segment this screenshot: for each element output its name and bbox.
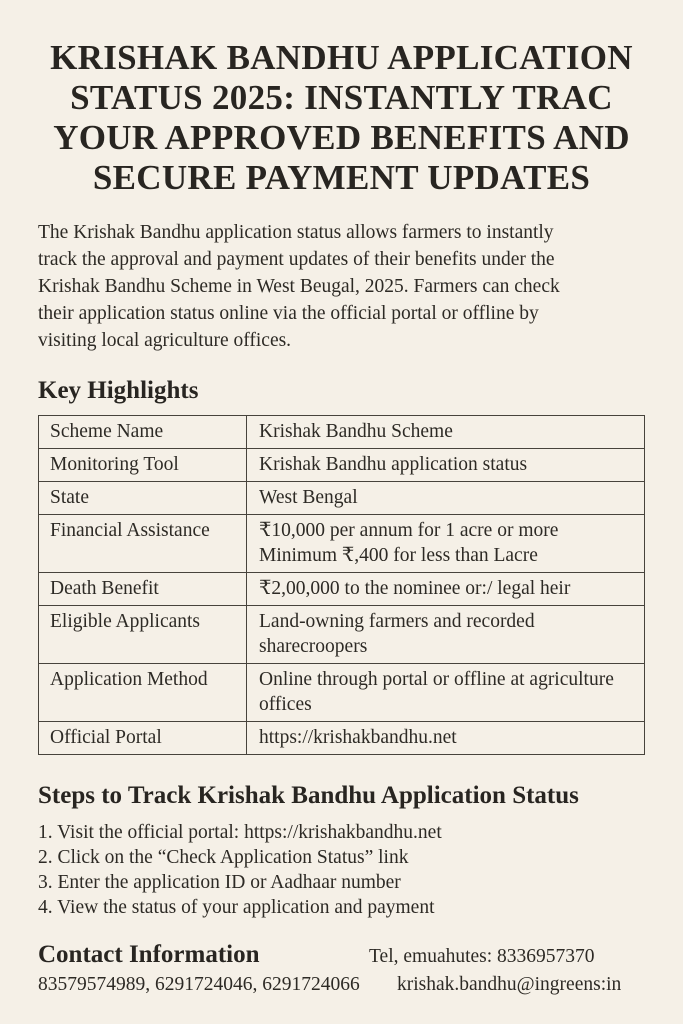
row-value bbox=[247, 515, 644, 572]
row-label: Financial Assistance bbox=[39, 515, 247, 572]
key-highlights-table bbox=[38, 415, 645, 755]
table-row-monitoring-tool bbox=[39, 448, 644, 481]
row-value-line: West Bengal bbox=[259, 487, 358, 508]
contact-phone-numbers: 83579574989, 6291724046, 6291724066 bbox=[38, 974, 360, 995]
contact-row bbox=[38, 939, 645, 971]
row-label: Eligible Applicants bbox=[39, 606, 247, 663]
row-value-line: sharecroopers bbox=[259, 636, 368, 657]
title-line: STATUS 2025: INSTANTLY TRAC bbox=[70, 78, 613, 117]
title-line: SECURE PAYMENT UPDATES bbox=[92, 158, 591, 197]
row-value bbox=[247, 573, 644, 605]
step-item-1: 1. Visit the official portal: https://krishakbandhu.net bbox=[38, 822, 442, 843]
table-row-eligible-applicants bbox=[39, 605, 644, 663]
intro-line: their application status online via the official portal or offline by bbox=[38, 303, 539, 324]
row-label: Death Benefit bbox=[39, 573, 247, 605]
table-row-official-portal bbox=[39, 721, 644, 754]
row-label: Application Method bbox=[39, 664, 247, 721]
row-value bbox=[247, 722, 644, 754]
intro-line: visiting local agriculture offices. bbox=[38, 330, 292, 351]
intro-line: The Krishak Bandhu application status allows farmers to instantly bbox=[38, 222, 554, 243]
intro-line: track the approval and payment updates of their benefits under the bbox=[38, 249, 555, 270]
table-row-scheme-name bbox=[39, 416, 644, 448]
row-label: State bbox=[39, 482, 247, 514]
row-value bbox=[247, 416, 644, 448]
title-line: YOUR APPROVED BENEFITS AND bbox=[53, 118, 630, 157]
intro-line: Krishak Bandhu Scheme in West Beugal, 2025. Farmers can check bbox=[38, 276, 560, 297]
row-value bbox=[247, 449, 644, 481]
intro-paragraph bbox=[38, 219, 645, 354]
steps-list bbox=[38, 820, 645, 920]
steps-heading: Steps to Track Krishak Bandhu Application Status bbox=[38, 782, 579, 809]
table-row-financial-assistance bbox=[39, 514, 644, 572]
row-value bbox=[247, 482, 644, 514]
table-row-state bbox=[39, 481, 644, 514]
row-value-line: Krishak Bandhu application status bbox=[259, 454, 528, 475]
step-item-2: 2. Click on the “Check Application Status” link bbox=[38, 847, 409, 868]
page-title bbox=[38, 38, 645, 198]
table-row-application-method bbox=[39, 663, 644, 721]
contact-section bbox=[38, 939, 645, 998]
row-value bbox=[247, 606, 644, 663]
row-label: Monitoring Tool bbox=[39, 449, 247, 481]
portal-url-text: https://krishakbandhu.net bbox=[259, 727, 457, 748]
title-line: KRISHAK BANDHU APPLICATION bbox=[50, 38, 633, 77]
row-value-line: Online through portal or offline at agriculture bbox=[259, 669, 614, 690]
row-value-line: Land-owning farmers and recorded bbox=[259, 611, 535, 632]
row-label: Official Portal bbox=[39, 722, 247, 754]
contact-row bbox=[38, 971, 645, 998]
row-value-line: Krishak Bandhu Scheme bbox=[259, 421, 453, 442]
row-value-line: offices bbox=[259, 694, 312, 715]
table-row-death-benefit bbox=[39, 572, 644, 605]
contact-heading: Contact Information bbox=[38, 941, 260, 968]
key-highlights-heading: Key Highlights bbox=[38, 377, 199, 404]
step-item-4: 4. View the status of your application and payment bbox=[38, 897, 435, 918]
contact-email: krishak.bandhu@ingreens:in bbox=[397, 974, 622, 995]
row-value-line: Minimum ₹,400 for less than Lacre bbox=[259, 545, 538, 566]
row-label: Scheme Name bbox=[39, 416, 247, 448]
row-value bbox=[247, 664, 644, 721]
row-value-line: ₹2,00,000 to the nominee or:/ legal heir bbox=[259, 578, 571, 599]
row-value-line: ₹10,000 per annum for 1 acre or more bbox=[259, 520, 559, 541]
contact-telephone: Tel, emuahutes: 8336957370 bbox=[369, 946, 595, 967]
step-item-3: 3. Enter the application ID or Aadhaar number bbox=[38, 872, 401, 893]
